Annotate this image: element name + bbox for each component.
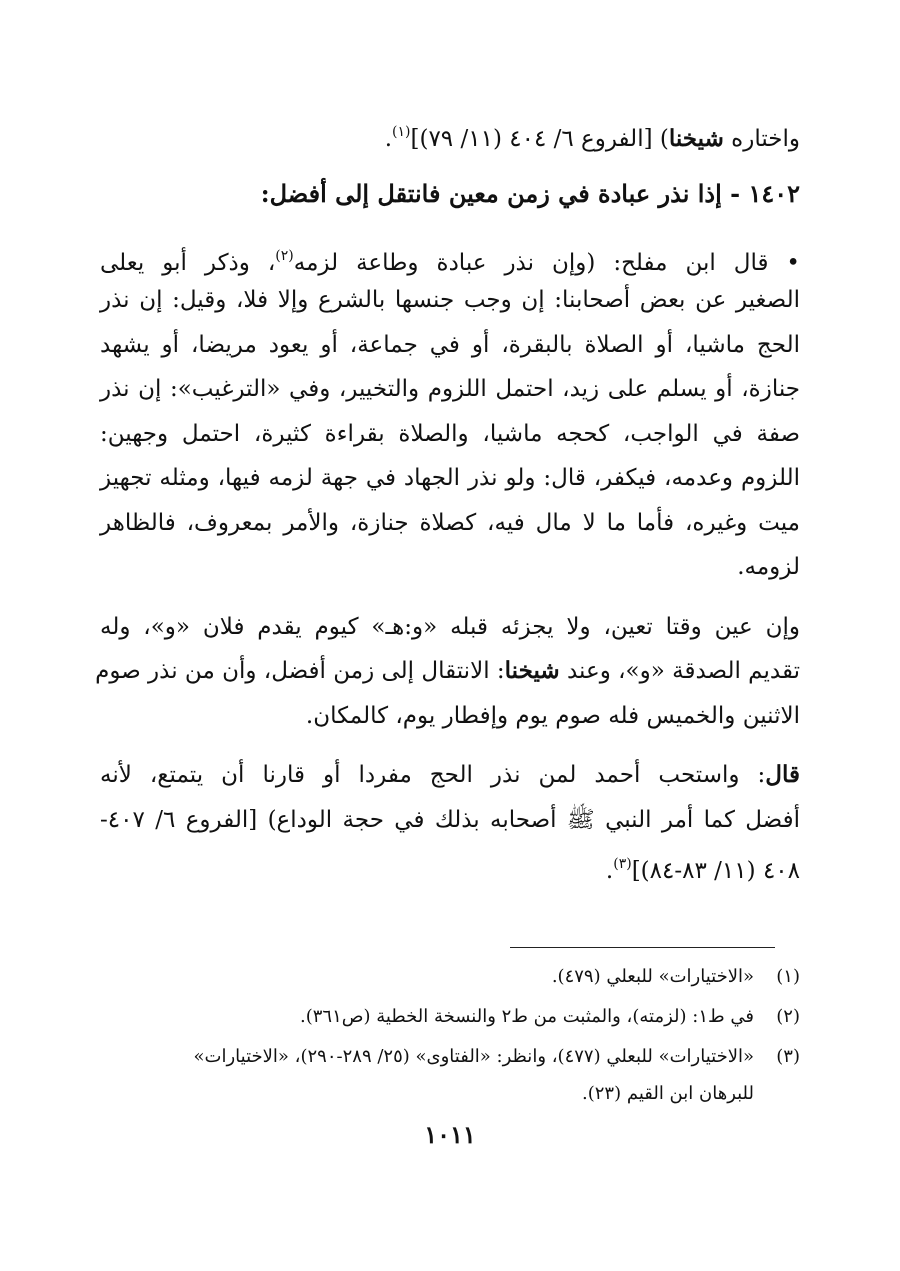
page-number: ١٠١١: [424, 1120, 476, 1149]
text-line: صفة في الواجب، كحجه ماشيا، والصلاة بقراءة كثيرة، احتمل وجهين:: [100, 421, 800, 447]
footnote-ref: (٣): [613, 856, 632, 872]
footnote-3: (٣)«الاختيارات» للبعلي (٤٧٧)، وانظر: «الفتاوى» (٢٥/ ٢٨٩-٢٩٠)، «الاختيارات»: [193, 1046, 800, 1067]
text-line: جنازة، أو يسلم على زيد، احتمل اللزوم والتخيير، وفي «الترغيب»: إن نذر: [100, 376, 800, 402]
footnote-ref: (٢): [275, 248, 294, 264]
text-line: اللزوم وعدمه، فيكفر، قال: ولو نذر الجهاد في جهة لزمه فيها، ومثله تجهيز: [100, 465, 800, 491]
text-line: ٤٠٨ (١١/ ٨٣-٨٤)]$^{(٣)}$.: [605, 856, 800, 884]
text-line: قال: واستحب أحمد لمن نذر الحج مفردا أو قارنا أن يتمتع، لأنه: [100, 761, 800, 788]
text-line: • قال ابن مفلح: (وإن نذر عبادة وطاعة لزمه$^{(٢)}$، وذكر أبو يعلى: [100, 248, 800, 276]
section-heading: ١٤٠٢ - إذا نذر عبادة في زمن معين فانتقل إلى أفضل:: [260, 179, 800, 208]
shaykh-label: شيخنا: [504, 657, 560, 684]
text-line: الحج ماشيا، أو الصلاة بالبقرة، أو في جماعة، أو يعود مريضا، أو يشهد: [100, 332, 800, 358]
footnote-separator: [510, 947, 775, 948]
text-line: الاثنين والخميس فله صوم يوم وإفطار يوم، كالمكان.: [305, 703, 800, 729]
text-line: لزومه.: [737, 554, 800, 580]
footnote-3-continuation: للبرهان ابن القيم (٢٣).: [582, 1083, 754, 1104]
text-line: أفضل كما أمر النبي ﷺ أصحابه بذلك في حجة الوداع) [الفروع ٦/ ٤٠٧-: [100, 807, 800, 833]
footnote-ref: (١): [392, 124, 411, 140]
text-line: الصغير عن بعض أصحابنا: إن وجب جنسها بالشرع وإلا فلا، وقيل: إن نذر: [100, 287, 800, 313]
text-line: تقديم الصدقة «و»، وعند شيخنا: الانتقال إلى زمن أفضل، وأن من نذر صوم: [95, 657, 800, 684]
shaykh-label: شيخنا: [668, 125, 724, 152]
text-line: وإن عين وقتا تعين، ولا يجزئه قبله «و:هـ» كيوم يقدم فلان «و»، وله: [100, 614, 800, 640]
text-line: ميت وغيره، فأما ما لا مال فيه، كصلاة جنازة، والأمر بمعروف، فالظاهر: [100, 510, 800, 536]
footnote-2: (٢)في ط١: (لزمته)، والمثبت من ط٢ والنسخة الخطية (ص٣٦١).: [300, 1006, 800, 1027]
carryover-line: واختاره شيخنا) [الفروع ٦/ ٤٠٤ (١١/ ٧٩)]$^{(١)}$.: [384, 124, 800, 152]
footnote-1: (١)«الاختيارات» للبعلي (٤٧٩).: [551, 966, 800, 987]
